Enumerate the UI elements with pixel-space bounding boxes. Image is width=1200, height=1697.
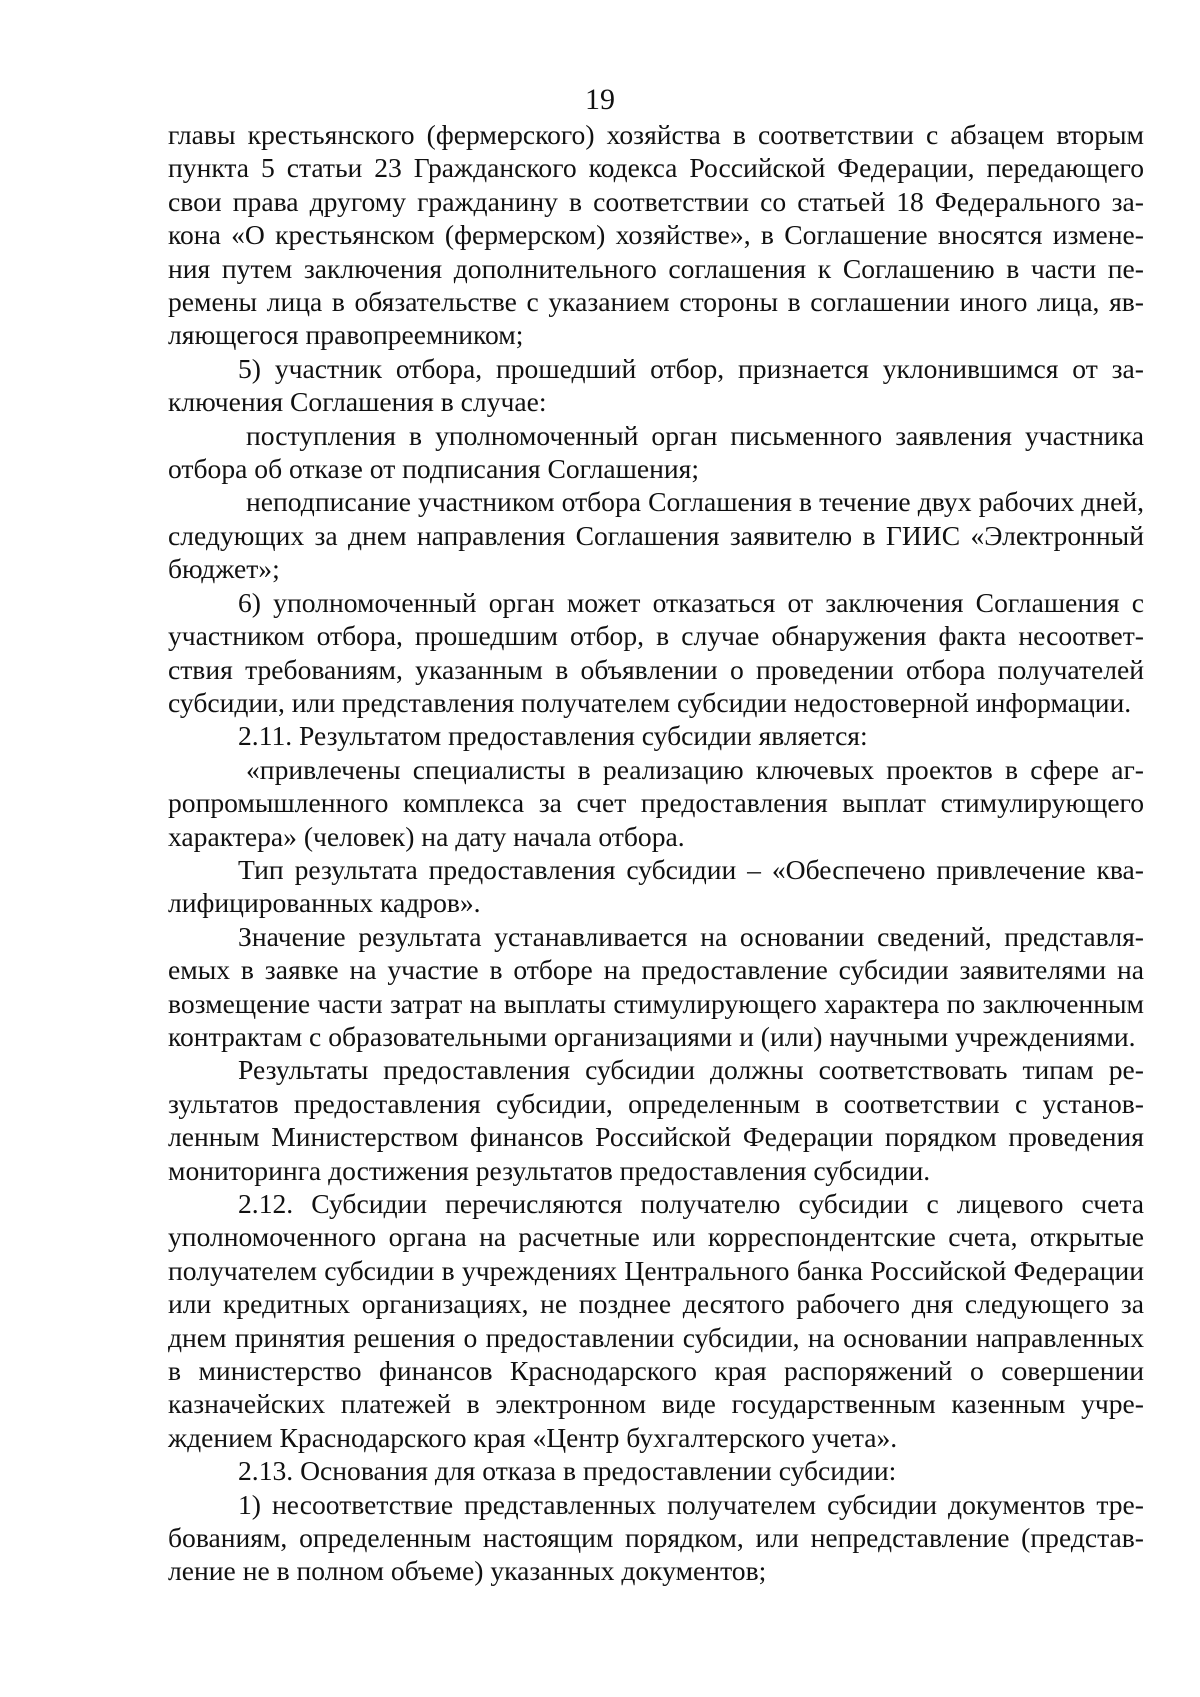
paragraph-item-5: 5) участник отбора, прошедший отбор, признается уклонившимся от заключения Соглашения в случае: (168, 352, 1144, 418)
document-body (168, 118, 1144, 1588)
paragraph-subitem-non-signing: неподписание участником отбора Соглашения в течение двух рабочих дней, следующих за днем направления Соглашения заявителю в ГИИС «Электронный бюджет»; (168, 486, 1144, 585)
page-number: 19 (585, 83, 615, 116)
paragraph-section-2-11: 2.11. Результатом предоставления субсидии является: (238, 720, 868, 752)
paragraph-result-value: Значение результата устанавливается на основании сведений, представляемых в заявке на участие в отборе на предоставление субсидии заявителями на возмещение части затрат на выплаты стимулирующего характера по заключенным контрактам с образовательными организациями и (или) научными учреждениями. (168, 920, 1144, 1052)
paragraph-result-conformity: Результаты предоставления субсидии должны соответствовать типам результатов предоставления субсидии, определенным в соответствии с установленным Министерством финансов Российской Федерации порядком проведения мониторинга достижения результатов предоставления субсидии. (168, 1054, 1144, 1186)
paragraph-result-quote: «привлечены специалисты в реализацию ключевых проектов в сфере агропромышленного комплекса за счет предоставления выплат стимулирующего характера» (человек) на дату начала отбора. (168, 753, 1144, 852)
paragraph-item-6: 6) уполномоченный орган может отказаться от заключения Соглашения с участником отбора, прошедшим отбор, в случае обнаружения факта несоответствия требованиям, указанным в объявлении о проведении отбора получателей субсидии, или представления получателем субсидии недостоверной информации. (168, 586, 1144, 718)
paragraph-refusal-item-1: 1) несоответствие представленных получателем субсидии документов требованиям, определенным настоящим порядком, или непредставление (представление не в полном объеме) указанных документов; (168, 1488, 1144, 1587)
paragraph-section-2-13: 2.13. Основания для отказа в предоставлении субсидии: (238, 1455, 897, 1487)
paragraph-section-2-12: 2.12. Субсидии перечисляются получателю субсидии с лицевого счета уполномоченного органа на расчетные или корреспондентские счета, открытые получателем субсидии в учреждениях Центрального банка Российской Федерации или кредитных организациях, не позднее десятого рабочего дня следующего за днем принятия решения о предоставлении субсидии, на основании направленных в министерство финансов Краснодарского края распоряжений о совершении казначейских платежей в электронном виде государственным казенным учреждением Краснодарского края «Центр бухгалтерского учета». (168, 1188, 1144, 1453)
paragraph-subitem-written-refusal: поступления в уполномоченный орган письменного заявления участника отбора об отказе от подписания Соглашения; (168, 419, 1144, 485)
paragraph-continuation: главы крестьянского (фермерского) хозяйства в соответствии с абзацем вторым пункта 5 статьи 23 Гражданского кодекса Российской Федерации, передающего свои права другому гражданину в соответствии со статьей 18 Федерального закона «О крестьянском (фермерском) хозяйстве», в Соглашение вносятся изменения путем заключения дополнительного соглашения к Соглашению в части перемены лица в обязательстве с указанием стороны в соглашении иного лица, являющегося правопреемником; (168, 119, 1144, 351)
paragraph-result-type: Тип результата предоставления субсидии – «Обеспечено привлечение квалифицированных кадров». (168, 853, 1144, 919)
